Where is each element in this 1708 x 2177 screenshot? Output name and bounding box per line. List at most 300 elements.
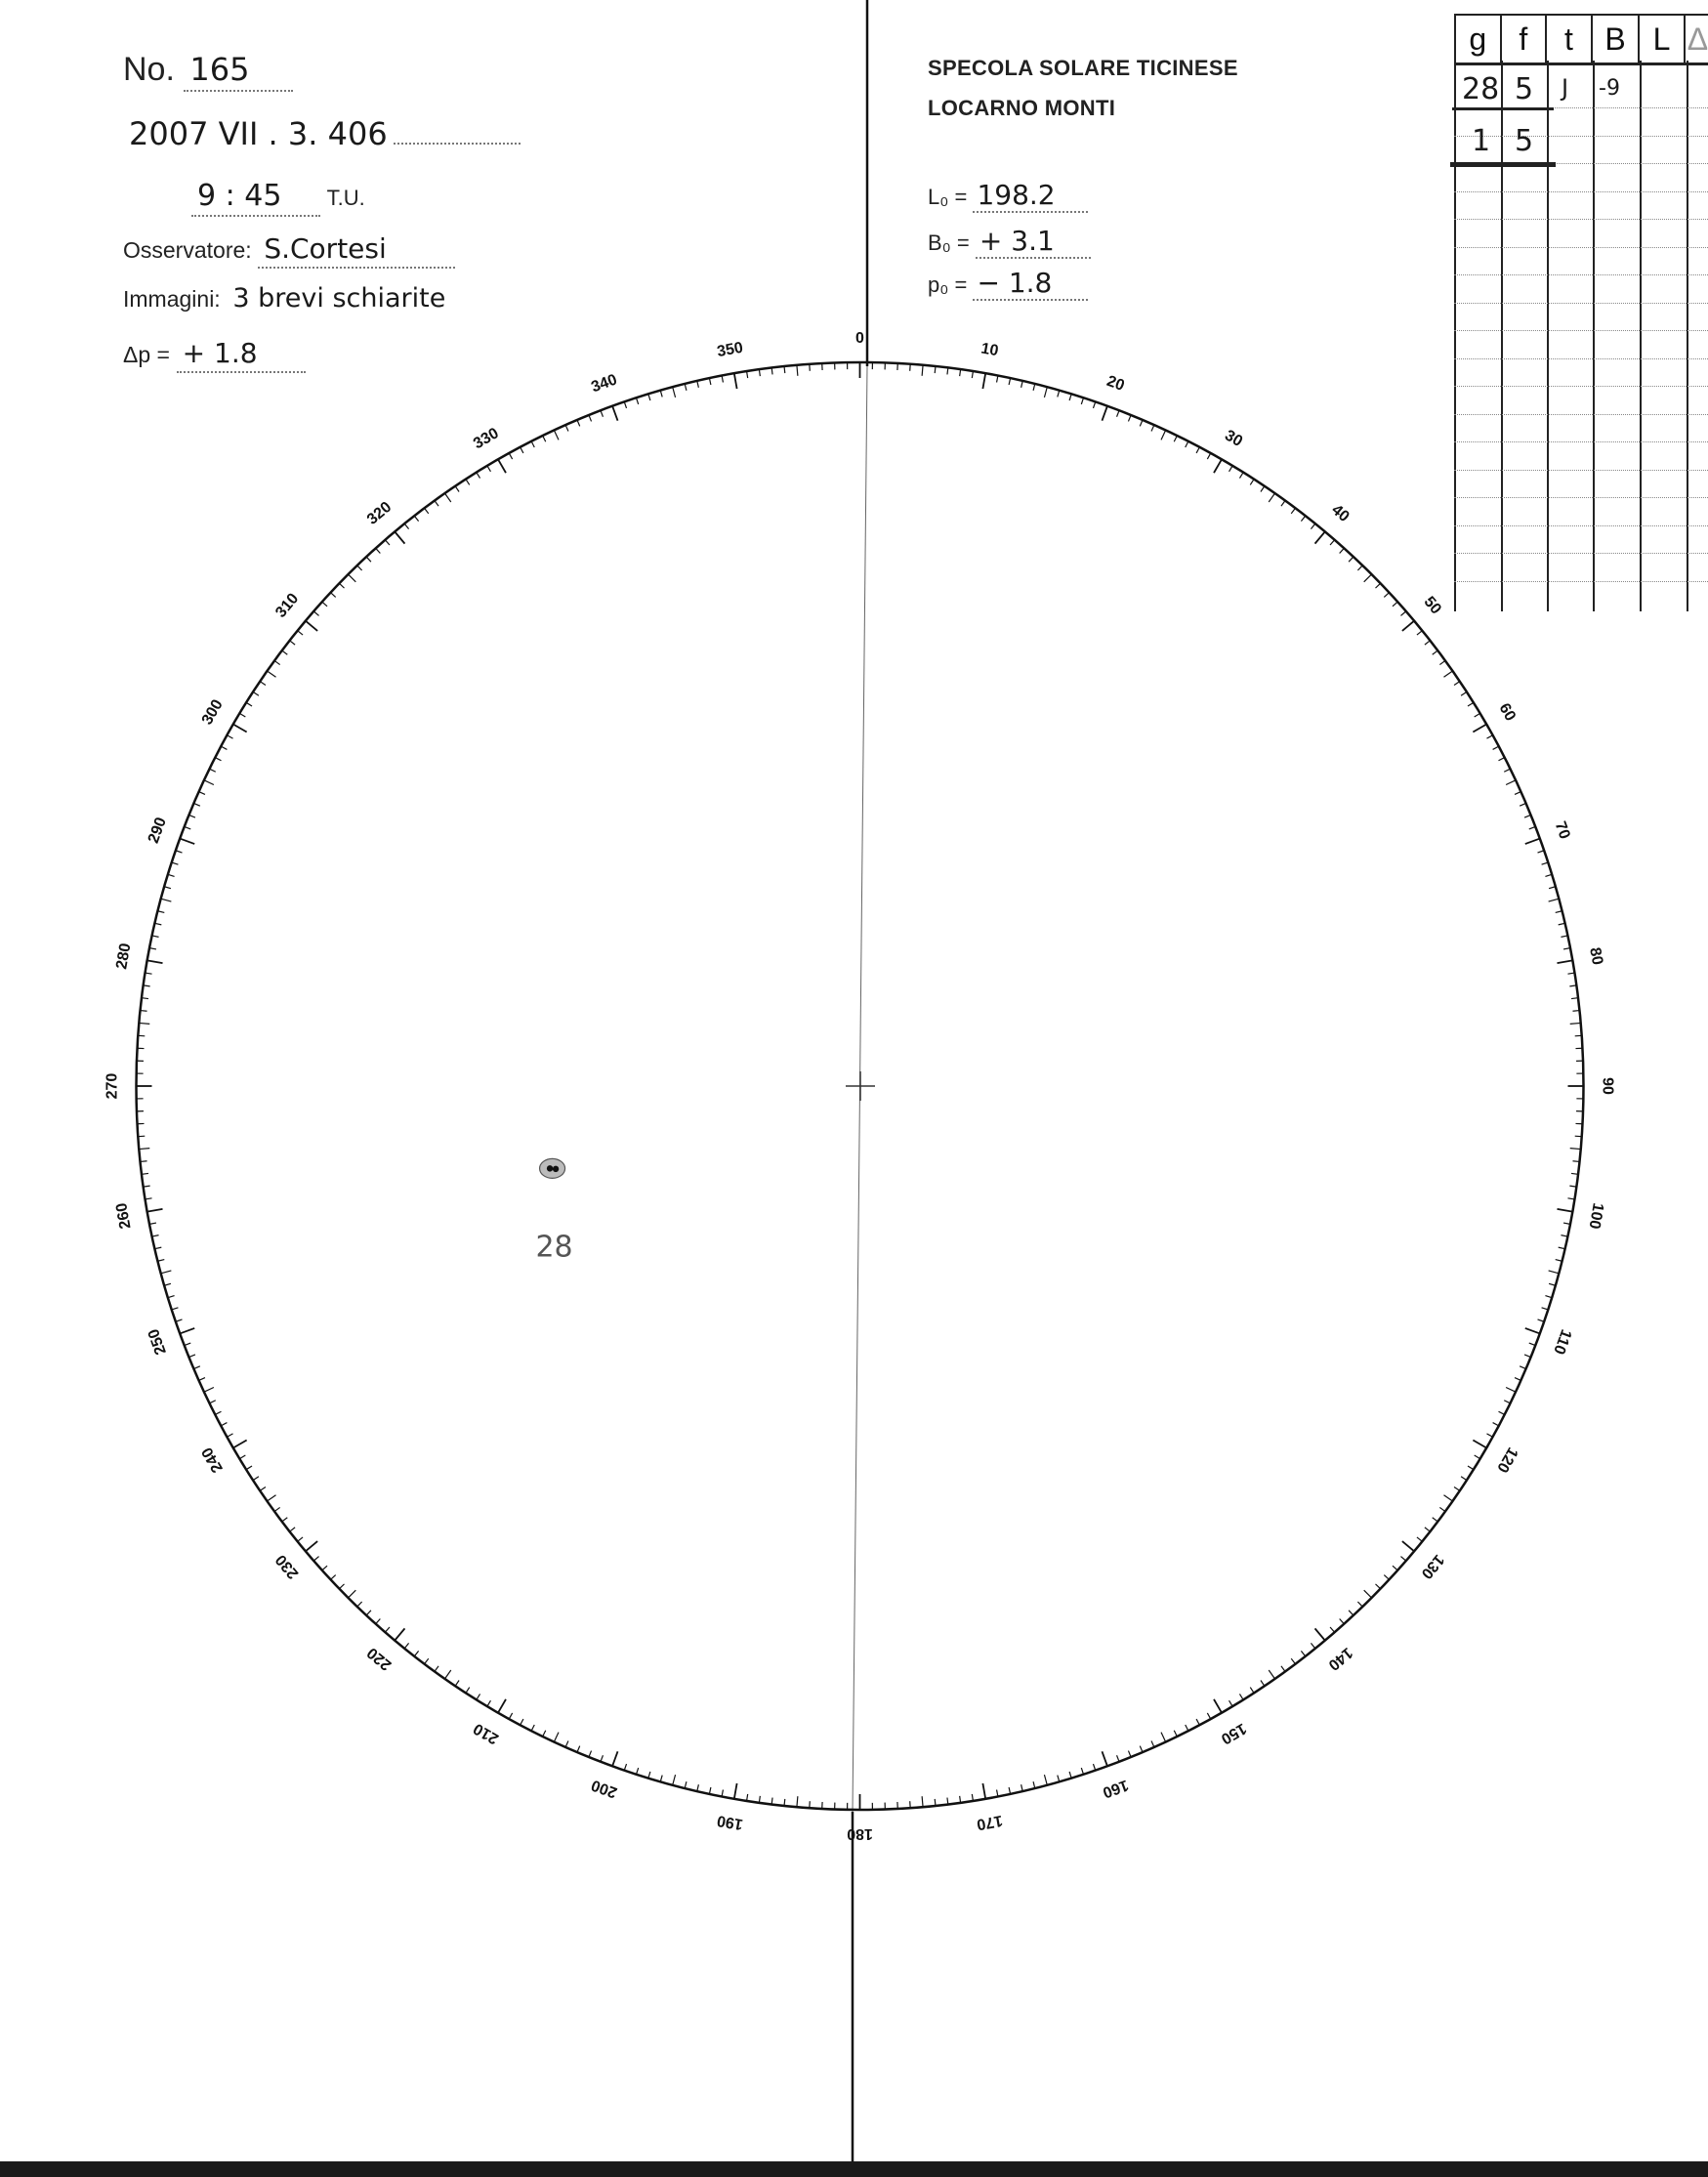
degree-tick [1174, 1731, 1177, 1737]
sunspot-group-label: 28 [535, 1230, 573, 1265]
header-b: B [1593, 16, 1641, 63]
degree-tick [395, 1628, 404, 1640]
degree-tick [313, 1557, 318, 1562]
degree-tick [1009, 1787, 1010, 1794]
row1-b: -9 [1599, 76, 1620, 101]
degree-tick [227, 1434, 232, 1437]
degree-tick [215, 758, 221, 761]
degree-tick [1461, 1477, 1467, 1481]
degree-tick [1009, 378, 1010, 385]
degree-tick [935, 1799, 936, 1806]
drawing-number-label: No. [123, 51, 175, 88]
degree-tick [1364, 1590, 1372, 1598]
degree-tick [357, 1602, 362, 1607]
degree-tick [209, 769, 215, 772]
degree-tick [1291, 508, 1295, 514]
degree-tick [577, 420, 580, 426]
degree-tick [142, 1173, 148, 1174]
degree-tick [215, 1411, 221, 1414]
tick-label-320: 320 [363, 498, 396, 528]
degree-tick [1425, 1528, 1431, 1531]
degree-tick [404, 1643, 408, 1648]
tick-label-60: 60 [1495, 700, 1520, 725]
time-unit-label: T.U. [326, 186, 365, 210]
institution-name: SPECOLA SOLARE TICINESE [928, 56, 1238, 80]
tick-label-280: 280 [113, 942, 135, 971]
degree-tick [1384, 593, 1389, 598]
degree-tick [1570, 1149, 1581, 1150]
degree-tick [444, 1670, 450, 1679]
degree-tick [1443, 1495, 1452, 1501]
degree-tick [1475, 1455, 1480, 1459]
degree-tick [1549, 1271, 1560, 1274]
degree-tick [1486, 1434, 1492, 1437]
degree-tick [1151, 1741, 1154, 1747]
degree-tick [152, 936, 159, 937]
degree-tick [306, 621, 317, 631]
degree-tick [1468, 702, 1474, 706]
degree-tick [221, 746, 227, 749]
degree-tick [624, 1764, 626, 1771]
tick-label-330: 330 [471, 425, 502, 453]
degree-tick [1561, 936, 1567, 937]
degree-tick [1375, 1584, 1380, 1589]
degree-tick [922, 365, 923, 376]
degree-tick [168, 874, 175, 876]
degree-tick [221, 1423, 227, 1426]
degree-tick [199, 1378, 205, 1381]
degree-tick [697, 381, 699, 388]
degree-tick [1525, 1328, 1540, 1333]
degree-tick [1044, 387, 1047, 398]
degree-tick [734, 373, 737, 389]
degree-tick [1454, 682, 1460, 686]
degree-tick [290, 1528, 296, 1531]
degree-tick [1281, 501, 1285, 507]
tick-label-210: 210 [471, 1719, 502, 1747]
degree-tick [147, 960, 163, 963]
degree-tick [1529, 1343, 1536, 1346]
degree-tick [1281, 1666, 1285, 1672]
observer-value: S.Cortesi [258, 232, 455, 269]
degree-tick [1069, 1772, 1071, 1779]
degree-tick [1315, 1628, 1325, 1640]
tick-label-160: 160 [1100, 1776, 1131, 1801]
degree-tick [1207, 453, 1210, 459]
degree-tick [1151, 425, 1154, 431]
degree-tick [158, 911, 165, 913]
degree-tick [1250, 1688, 1254, 1694]
degree-tick [673, 1775, 676, 1785]
header-l: L [1640, 16, 1686, 63]
images-value: 3 brevi schiarite [232, 283, 446, 314]
degree-tick [487, 1700, 491, 1706]
degree-tick [1545, 1296, 1552, 1298]
degree-tick [935, 366, 936, 373]
degree-tick [199, 792, 205, 795]
degree-tick [1315, 531, 1325, 543]
degree-tick [268, 671, 276, 677]
degree-tick [298, 631, 303, 635]
degree-tick [1196, 447, 1199, 453]
degree-tick [1433, 1518, 1438, 1522]
degree-tick [152, 1235, 159, 1236]
degree-tick [1425, 641, 1431, 645]
tick-label-40: 40 [1328, 501, 1353, 526]
degree-tick [1506, 780, 1516, 785]
degree-tick [455, 1681, 459, 1687]
row2-f: 5 [1515, 124, 1534, 158]
degree-tick [1081, 1768, 1083, 1775]
degree-tick [1311, 523, 1314, 528]
degree-tick [1364, 574, 1372, 582]
degree-tick [188, 815, 194, 817]
degree-tick [274, 660, 280, 664]
degree-tick [1572, 1161, 1579, 1162]
degree-tick [1506, 1388, 1516, 1393]
degree-tick [509, 453, 512, 459]
degree-tick [204, 1388, 214, 1393]
degree-tick [193, 803, 199, 806]
degree-tick [385, 1627, 390, 1632]
degree-tick [188, 1355, 194, 1358]
p0-value: − 1.8 [973, 267, 1088, 301]
degree-tick [172, 862, 179, 864]
degree-tick [1291, 1658, 1295, 1664]
degree-tick [1021, 1784, 1023, 1791]
degree-tick [260, 682, 266, 686]
degree-tick [376, 548, 381, 553]
degree-tick [1033, 384, 1035, 391]
degree-tick [947, 368, 948, 375]
degree-tick [1269, 493, 1274, 502]
degree-tick [734, 1783, 737, 1799]
degree-tick [193, 1366, 199, 1369]
degree-tick [1140, 1746, 1143, 1752]
degree-tick [1559, 1247, 1565, 1249]
degree-tick [357, 565, 362, 570]
degree-tick [435, 501, 438, 507]
row2-g: 1 [1472, 124, 1491, 158]
degree-tick [601, 410, 604, 417]
degree-tick [1214, 1699, 1222, 1713]
degree-tick [982, 373, 985, 389]
degree-tick [1102, 1751, 1106, 1766]
delta-p-value: + 1.8 [177, 337, 306, 373]
sunspot-umbra [553, 1166, 559, 1172]
degree-tick [385, 540, 390, 545]
degree-tick [1128, 1751, 1131, 1757]
degree-tick [147, 1209, 163, 1212]
degree-tick [673, 387, 676, 398]
degree-tick [1393, 1566, 1397, 1570]
degree-tick [1207, 1713, 1210, 1719]
degree-tick [1542, 862, 1549, 864]
degree-tick [1486, 735, 1492, 738]
degree-tick [168, 1296, 175, 1298]
degree-tick [1400, 611, 1405, 616]
tick-label-220: 220 [363, 1644, 396, 1674]
degree-tick [477, 473, 480, 479]
tick-label-110: 110 [1550, 1326, 1575, 1357]
degree-tick [982, 1783, 985, 1799]
degree-tick [1174, 436, 1177, 441]
degree-tick [1140, 420, 1143, 426]
tick-label-190: 190 [715, 1811, 745, 1833]
degree-tick [1538, 1319, 1545, 1321]
degree-tick [1475, 713, 1480, 717]
degree-tick [1069, 394, 1071, 400]
degree-tick [1570, 1023, 1581, 1024]
degree-tick [282, 1518, 288, 1522]
degree-tick [1186, 1725, 1188, 1731]
tick-label-0: 0 [855, 330, 864, 348]
degree-tick [253, 691, 259, 695]
institution-location: LOCARNO MONTI [928, 96, 1116, 120]
degree-tick [313, 611, 318, 616]
degree-tick [139, 1023, 149, 1024]
degree-tick [444, 493, 450, 502]
degree-tick [697, 1784, 699, 1791]
degree-tick [1556, 1260, 1562, 1262]
degree-tick [648, 1772, 650, 1779]
degree-tick [612, 1751, 617, 1766]
degree-tick [1093, 401, 1095, 408]
degree-tick [543, 436, 546, 441]
degree-tick [1033, 1781, 1035, 1788]
degree-tick [1349, 1611, 1354, 1615]
tick-label-150: 150 [1218, 1719, 1249, 1747]
degree-tick [1417, 1537, 1422, 1541]
header-g: g [1456, 16, 1502, 63]
degree-tick [554, 430, 559, 440]
degree-tick [1443, 671, 1452, 677]
degree-tick [161, 899, 172, 901]
degree-tick [1229, 466, 1233, 472]
degree-tick [349, 574, 356, 582]
degree-tick [1357, 565, 1362, 570]
degree-tick [637, 398, 639, 404]
degree-tick [268, 1495, 276, 1501]
degree-tick [425, 1658, 429, 1664]
degree-tick [1538, 851, 1545, 853]
degree-tick [1349, 557, 1354, 562]
degree-tick [1044, 1775, 1047, 1785]
degree-tick [1493, 746, 1499, 749]
degree-tick [1549, 899, 1560, 901]
degree-tick [1439, 1507, 1445, 1511]
degree-tick [246, 1466, 252, 1470]
tick-label-240: 240 [198, 1444, 227, 1476]
tick-label-250: 250 [145, 1326, 170, 1358]
degree-tick [685, 1781, 687, 1788]
p0-label: p₀ = [928, 272, 968, 297]
degree-tick [1515, 792, 1521, 795]
l0-label: L₀ = [928, 185, 968, 209]
degree-tick [290, 641, 296, 645]
tick-label-200: 200 [589, 1776, 620, 1801]
degree-tick [771, 368, 772, 375]
tick-label-300: 300 [198, 696, 227, 729]
degree-tick [1161, 1733, 1166, 1742]
degree-tick [771, 1798, 772, 1805]
tick-label-350: 350 [715, 339, 745, 361]
degree-tick [589, 415, 592, 421]
degree-tick [1161, 430, 1166, 440]
degree-tick [1473, 1441, 1486, 1448]
degree-tick [784, 1799, 785, 1806]
degree-tick [1525, 839, 1540, 844]
degree-tick [141, 1011, 147, 1012]
degree-tick [1330, 540, 1335, 545]
degree-tick [1340, 548, 1345, 553]
degree-tick [161, 1271, 172, 1274]
degree-tick [139, 1149, 149, 1150]
degree-tick [1239, 1694, 1243, 1699]
tick-label-230: 230 [272, 1551, 303, 1582]
degree-tick [1524, 1355, 1530, 1358]
degree-tick [521, 447, 523, 453]
degree-tick [1454, 1486, 1460, 1490]
degree-tick [498, 459, 506, 473]
degree-tick [376, 1618, 381, 1623]
degree-tick [176, 1319, 183, 1321]
degree-tick [349, 1590, 356, 1598]
degree-tick [648, 394, 650, 400]
tick-label-310: 310 [272, 590, 303, 621]
delta-p-label: Δp = [123, 342, 170, 367]
degree-tick [204, 780, 214, 785]
degree-tick [1402, 1541, 1414, 1551]
degree-tick [466, 1688, 470, 1694]
b0-label: B₀ = [928, 230, 970, 255]
degree-tick [1186, 441, 1188, 447]
row1-g: 28 [1462, 72, 1500, 106]
degree-tick [1571, 998, 1578, 999]
tick-label-100: 100 [1585, 1201, 1606, 1231]
tick-label-340: 340 [589, 371, 620, 397]
degree-tick [1340, 1618, 1345, 1623]
degree-tick [185, 1343, 191, 1346]
degree-tick [1269, 1670, 1274, 1679]
degree-tick [1102, 406, 1106, 421]
sunspot-group-28 [535, 1158, 572, 1264]
tick-label-140: 140 [1324, 1644, 1356, 1674]
degree-tick [331, 1575, 336, 1580]
degree-tick [577, 1746, 580, 1752]
degree-tick [784, 366, 785, 373]
degree-tick [414, 516, 418, 522]
degree-tick [1515, 1378, 1521, 1381]
degree-tick [1520, 803, 1525, 806]
degree-tick [154, 1247, 161, 1249]
degree-tick [1400, 1557, 1405, 1562]
degree-tick [1261, 486, 1265, 492]
degree-tick [1461, 691, 1467, 695]
degree-tick [404, 523, 408, 528]
observer-label: Osservatore: [123, 237, 252, 263]
tick-label-80: 80 [1586, 945, 1606, 967]
degree-tick [154, 923, 161, 925]
tick-label-290: 290 [145, 815, 170, 846]
degree-tick [1473, 725, 1486, 733]
degree-tick [1542, 1308, 1549, 1310]
degree-tick [1393, 602, 1397, 607]
tick-label-130: 130 [1417, 1551, 1447, 1582]
degree-tick [306, 1541, 317, 1551]
degree-tick [1239, 473, 1243, 479]
degree-tick [274, 1507, 280, 1511]
degree-tick [797, 1796, 798, 1807]
degree-tick [1128, 415, 1131, 421]
degree-tick [922, 1796, 923, 1807]
degree-tick [1557, 960, 1572, 963]
degree-tick [366, 1611, 371, 1615]
sunspot-umbra [547, 1165, 553, 1171]
row1-f: 5 [1515, 72, 1534, 106]
degree-tick [565, 425, 568, 431]
degree-tick [1557, 1209, 1572, 1212]
degree-tick [797, 365, 798, 376]
degree-tick [1498, 758, 1504, 761]
degree-tick [487, 466, 491, 472]
degree-tick [239, 1455, 245, 1459]
degree-tick [425, 508, 429, 514]
degree-tick [685, 384, 687, 391]
degree-tick [1330, 1627, 1335, 1632]
degree-tick [172, 1308, 179, 1310]
degree-tick [1504, 1401, 1510, 1403]
degree-tick [298, 1537, 303, 1541]
scan-bottom-edge [0, 2161, 1708, 2177]
degree-tick [322, 1566, 327, 1570]
degree-tick [1439, 660, 1445, 664]
degree-tick [1524, 815, 1530, 817]
degree-tick [466, 480, 470, 485]
degree-tick [339, 1584, 344, 1589]
header-delta: Δ [1687, 21, 1708, 57]
date-value: 2007 VII . 3. 406 [129, 115, 388, 152]
degree-tick [1311, 1643, 1314, 1648]
degree-tick [455, 486, 459, 492]
degree-tick [435, 1666, 438, 1672]
degree-tick [1572, 1011, 1579, 1012]
degree-tick [589, 1751, 592, 1757]
time-value: 9 : 45 [191, 179, 320, 217]
degree-tick [637, 1768, 639, 1775]
tick-label-260: 260 [113, 1201, 135, 1231]
degree-tick [477, 1694, 480, 1699]
degree-tick [227, 735, 232, 738]
tick-label-10: 10 [979, 340, 1000, 360]
tick-label-30: 30 [1222, 427, 1246, 451]
degree-tick [947, 1798, 948, 1805]
tick-label-90: 90 [1599, 1077, 1616, 1095]
degree-tick [1559, 923, 1565, 925]
degree-tick [141, 1161, 147, 1162]
degree-tick [709, 378, 710, 385]
b0-value: + 3.1 [976, 225, 1091, 259]
degree-tick [1081, 398, 1083, 404]
degree-tick [1384, 1575, 1389, 1580]
tick-label-120: 120 [1493, 1444, 1521, 1476]
degree-tick [1196, 1719, 1199, 1725]
degree-tick [565, 1741, 568, 1747]
degree-tick [498, 1699, 506, 1713]
degree-tick [1571, 1173, 1578, 1174]
degree-tick [185, 826, 191, 829]
degree-tick [612, 406, 617, 421]
